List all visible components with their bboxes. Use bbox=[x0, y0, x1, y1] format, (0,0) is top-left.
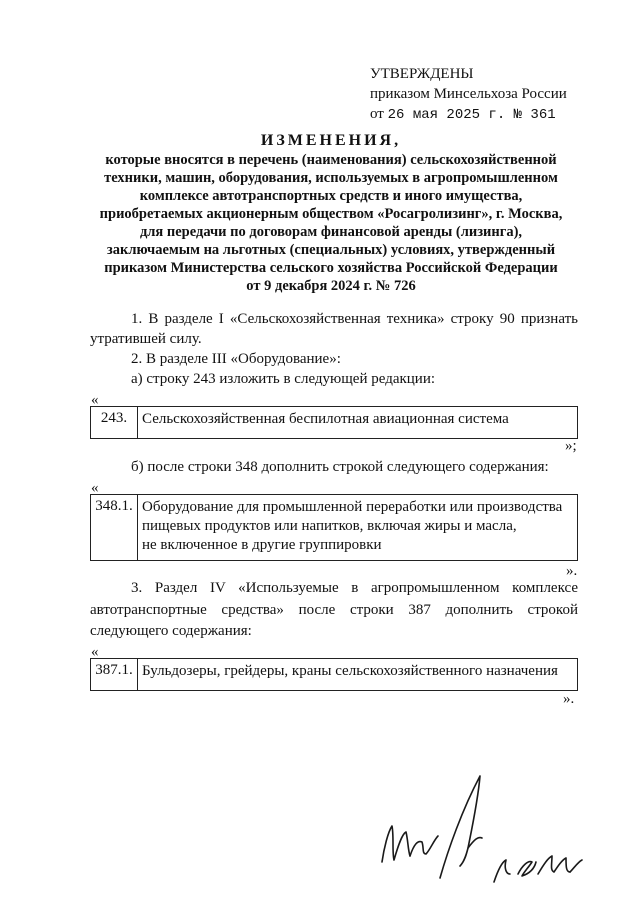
open-quote: « bbox=[91, 392, 99, 408]
item-3-line-1: 3. Раздел IV «Используемые в агропромышленном комплексе bbox=[131, 580, 578, 596]
item-1-line-2: утратившей силу. bbox=[90, 331, 202, 347]
heading-line: техники, машин, оборудования, используемых в агропромышленном bbox=[104, 170, 558, 186]
row-description: Сельскохозяйственная беспилотная авиационная система bbox=[138, 407, 578, 439]
heading-line: которые вносятся в перечень (наименования) сельскохозяйственной bbox=[105, 152, 557, 168]
heading-line: приказом Министерства сельского хозяйства Российской Федерации bbox=[104, 260, 558, 276]
item-2: 2. В разделе III «Оборудование»: bbox=[131, 351, 341, 367]
close-quote: »; bbox=[565, 438, 577, 454]
table-row-387-1 bbox=[90, 658, 578, 691]
close-quote: ». bbox=[563, 691, 575, 707]
row-description-line: не включенное в другие группировки bbox=[142, 537, 382, 553]
document-heading bbox=[78, 132, 584, 295]
row-number: 243. bbox=[91, 407, 138, 439]
row-number: 348.1. bbox=[91, 495, 138, 561]
item-2b: б) после строки 348 дополнить строкой следующего содержания: bbox=[131, 459, 549, 475]
close-quote: ». bbox=[566, 563, 578, 579]
open-quote: « bbox=[91, 644, 99, 660]
table-row bbox=[91, 495, 578, 561]
open-quote: « bbox=[91, 480, 99, 496]
table-row-243 bbox=[90, 406, 578, 439]
table-row bbox=[91, 407, 578, 439]
item-2a: а) строку 243 изложить в следующей редакции: bbox=[131, 371, 436, 387]
heading-line: приобретаемых акционерным обществом «Росагролизинг», г. Москва, bbox=[99, 206, 563, 222]
heading-line: комплексе автотранспортных средств и иного имущества, bbox=[139, 188, 523, 204]
table-row-348-1 bbox=[90, 494, 578, 561]
heading-line: для передачи по договорам финансовой аренды (лизинга), bbox=[139, 224, 523, 240]
approval-order: приказом Минсельхоза России bbox=[370, 86, 567, 102]
item-3-line-2: автотранспортные средства» после строки 387 дополнить строкой bbox=[90, 602, 578, 618]
row-description-line: Оборудование для промышленной переработки или производства bbox=[142, 499, 563, 515]
row-description bbox=[138, 495, 578, 561]
handwritten-signature-icon bbox=[368, 770, 598, 900]
approval-date-prefix: от bbox=[370, 106, 384, 122]
row-description-line: пищевых продуктов или напитков, включая жиры и масла, bbox=[142, 518, 517, 534]
heading-line: заключаемым на льготных (специальных) условиях, утвержденный bbox=[106, 242, 556, 258]
table-row bbox=[91, 659, 578, 691]
row-description: Бульдозеры, грейдеры, краны сельскохозяйственного назначения bbox=[138, 659, 578, 691]
heading-line: от 9 декабря 2024 г. № 726 bbox=[246, 278, 416, 294]
document-title: ИЗМЕНЕНИЯ, bbox=[260, 132, 402, 149]
item-1-line-1: 1. В разделе I «Сельскохозяйственная техника» строку 90 признать bbox=[131, 311, 578, 327]
approval-block bbox=[370, 64, 567, 125]
item-3-line-3: следующего содержания: bbox=[90, 623, 252, 639]
row-number: 387.1. bbox=[91, 659, 138, 691]
approval-date: 26 мая 2025 г. № 361 bbox=[387, 107, 556, 123]
approval-date-line bbox=[370, 104, 567, 125]
approval-heading: УТВЕРЖДЕНЫ bbox=[370, 66, 474, 82]
